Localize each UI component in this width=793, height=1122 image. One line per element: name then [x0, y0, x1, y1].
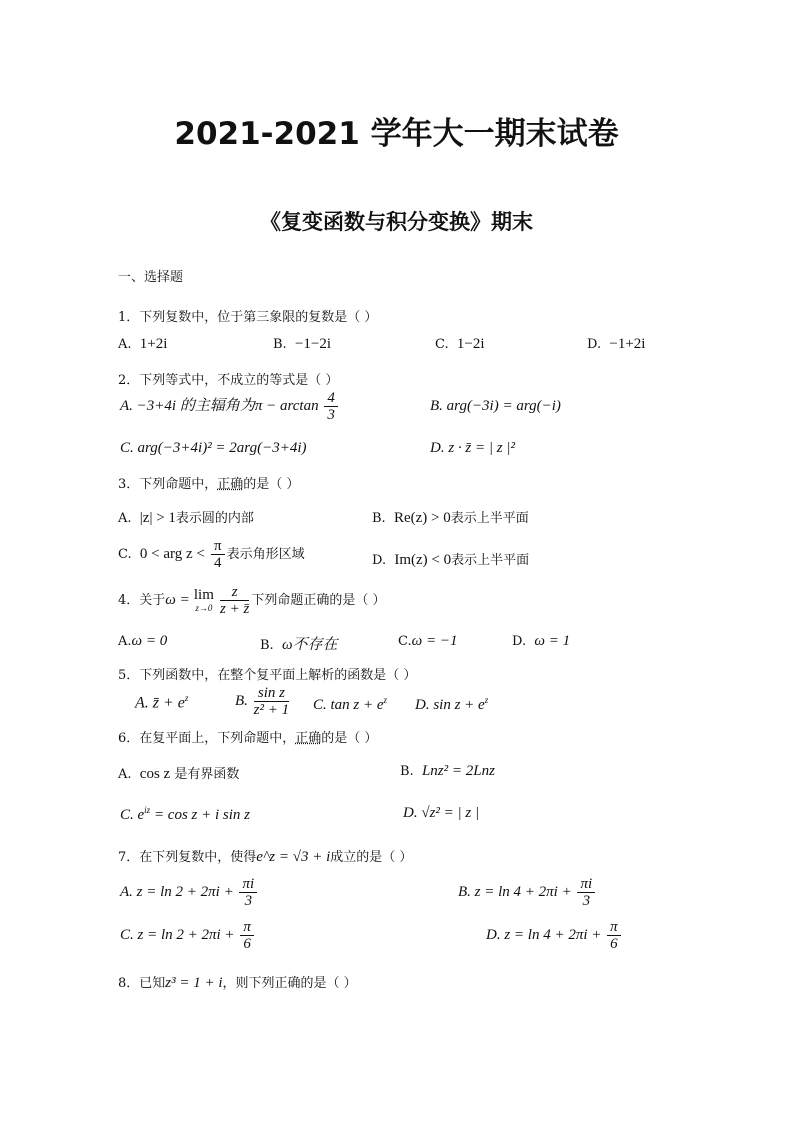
question-3-stem: 3．下列命题中，正确的是（ ） [118, 477, 300, 492]
question-1-option-b: B. −1−2i [273, 336, 332, 352]
page-subtitle: 《复变函数与积分变换》期末 [260, 210, 533, 234]
question-2-option-a: A. −3+4i 的主辐角为π − arctan $\frac{4}{3}$ [120, 390, 340, 423]
question-5-option-b: B. $\frac{\text{sin z}}{\text{z² + 1}}$ [235, 685, 290, 718]
question-3-option-a: A. |z| > 1表示圆的内部 [118, 510, 254, 526]
question-1-option-d: D. −1+2i [587, 336, 646, 352]
question-7-option-a: A. z = ln 2 + 2πi + $\frac{\pi i}{3}$ [120, 876, 259, 909]
question-7-option-d: D. z = ln 4 + 2πi + $\frac{\pi}{6}$ [486, 919, 623, 952]
question-5-option-a: A. z̄ + $e^z$ [135, 693, 189, 712]
question-4-option-b: B. ω不存在 [260, 637, 338, 653]
question-4-option-c: C.ω = −1 [398, 633, 458, 649]
question-6-option-c: C. $e^{iz} = \cos z + i$ sin z [120, 805, 251, 823]
fraction: $\frac{z}{z + z̄}$ [220, 584, 250, 617]
question-5-option-d: D. $\sin z + e^z$ [415, 695, 489, 713]
question-4-stem: 4．关于ω = lim z→0 $\frac{z}{z + z̄}$ 下列命题正确的是（ ） [118, 584, 386, 617]
question-5-option-c: C. $\tan z + e^z$ [313, 695, 388, 713]
fraction: $\frac{\text{sin z}}{\text{z² + 1}}$ [253, 685, 290, 718]
fraction: $\frac{\pi i}{3}$ [239, 876, 257, 909]
question-4-option-a: A.ω = 0 [118, 633, 168, 649]
fraction: $\frac{\pi i}{3}$ [577, 876, 595, 909]
question-2-option-d: D. z · z̄ = | z |² [430, 440, 515, 456]
section-heading: 一、选择题 [118, 270, 184, 285]
question-6-option-d: D. √z² = | z | [403, 805, 480, 821]
limit-operator: lim z→0 [193, 587, 214, 613]
fraction: $\frac{4}{3}$ [324, 390, 338, 423]
question-2-stem: 2．下列等式中，不成立的等式是（ ） [118, 373, 339, 388]
question-7-option-c: C. z = ln 2 + 2πi + $\frac{\pi}{6}$ [120, 919, 256, 952]
question-3-option-c: C. 0 < arg z < $\frac{\pi}{4}$ 表示角形区域 [118, 538, 305, 571]
question-6-option-b: B. Lnz² = 2Lnz [400, 763, 495, 779]
fraction: $\frac{\pi}{6}$ [240, 919, 254, 952]
question-2-option-b: B. arg(−3i) = arg(−i) [430, 398, 561, 414]
question-1-stem: 1．下列复数中，位于第三象限的复数是（ ） [118, 310, 378, 325]
fraction: $\frac{\pi}{4}$ [211, 538, 225, 571]
page-title: 2021-2021 学年大一期末试卷 [174, 116, 619, 152]
question-8-stem: 8．已知z³ = 1 + i，则下列正确的是（ ） [118, 975, 357, 991]
question-3-option-b: B. Re(z) > 0表示上半平面 [372, 510, 529, 526]
question-2-option-c: C. arg(−3+4i)² = 2arg(−3+4i) [120, 440, 307, 456]
fraction: $\frac{\pi}{6}$ [607, 919, 621, 952]
question-3-option-d: D. Im(z) < 0表示上半平面 [372, 552, 530, 568]
question-1-option-a: A. 1+2i [118, 336, 168, 352]
question-5-stem: 5．下列函数中，在整个复平面上解析的函数是（ ） [118, 668, 417, 683]
question-4-option-d: D. ω = 1 [512, 633, 571, 649]
question-1-option-c: C. 1−2i [435, 336, 485, 352]
question-7-stem: 7．在下列复数中，使得e^z = √3 + i成立的是（ ） [118, 849, 413, 865]
question-6-stem: 6．在复平面上，下列命题中，正确的是（ ） [118, 731, 378, 746]
question-7-option-b: B. z = ln 4 + 2πi + $\frac{\pi i}{3}$ [458, 876, 597, 909]
question-6-option-a: A. cos z 是有界函数 [118, 766, 240, 782]
